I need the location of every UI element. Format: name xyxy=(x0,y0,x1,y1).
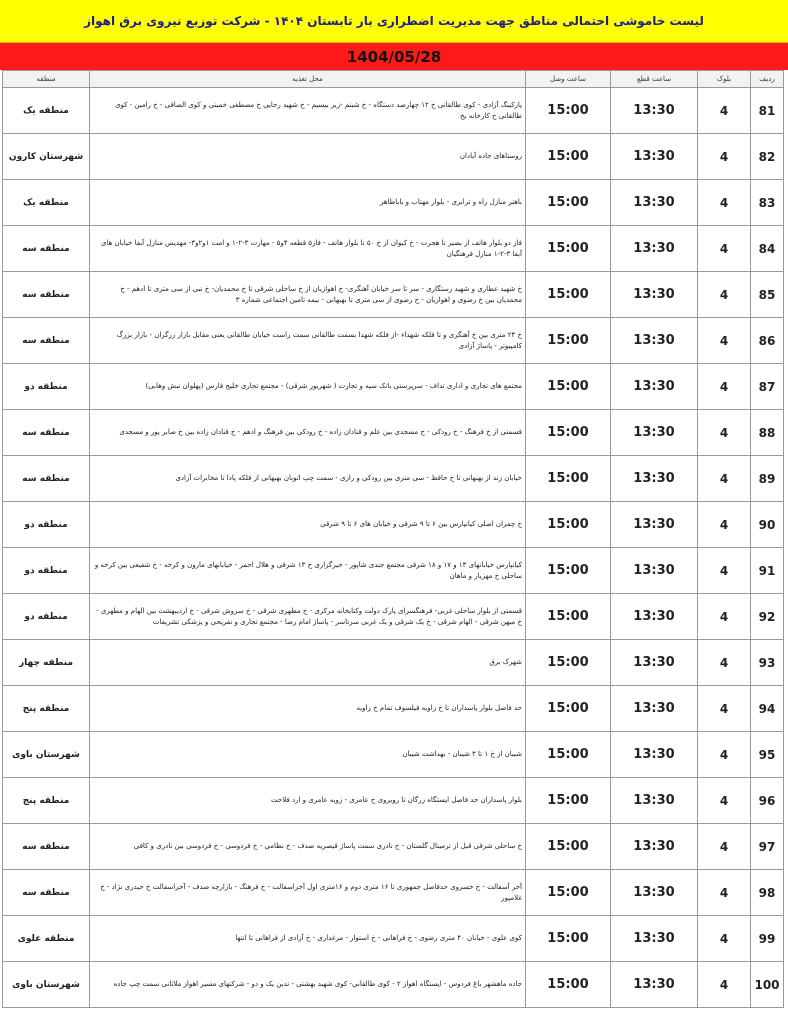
table-row xyxy=(3,502,784,548)
connect-time: 15:00 xyxy=(526,180,611,226)
block-number: 4 xyxy=(698,686,751,732)
area-name: منطقه سه xyxy=(3,824,90,870)
area-name: منطقه دو xyxy=(3,364,90,410)
cut-time: 13:30 xyxy=(611,134,698,180)
block-number: 4 xyxy=(698,134,751,180)
area-name: شهرستان باوی xyxy=(3,732,90,778)
row-number: 90 xyxy=(751,502,784,548)
block-number: 4 xyxy=(698,226,751,272)
header-connect-time: ساعت وصل xyxy=(526,71,611,88)
row-number: 82 xyxy=(751,134,784,180)
feeder-location: باهنر منازل راه و ترابری - بلوار مهتاب و باباطاهر xyxy=(90,180,526,226)
table-row xyxy=(3,732,784,778)
cut-time: 13:30 xyxy=(611,870,698,916)
cut-time: 13:30 xyxy=(611,824,698,870)
connect-time: 15:00 xyxy=(526,456,611,502)
area-name: منطقه یک xyxy=(3,88,90,134)
row-number: 99 xyxy=(751,916,784,962)
cut-time: 13:30 xyxy=(611,916,698,962)
block-number: 4 xyxy=(698,916,751,962)
cut-time: 13:30 xyxy=(611,272,698,318)
feeder-location: خیابان زند از بهبهانی تا خ حافظ - سی متری بین رودکی و رازی - سمت چپ اتوبان بهبهانی از فلکه پادا تا مخابرات آزادی xyxy=(90,456,526,502)
block-number: 4 xyxy=(698,640,751,686)
cut-time: 13:30 xyxy=(611,962,698,1008)
area-name: منطقه سه xyxy=(3,226,90,272)
block-number: 4 xyxy=(698,870,751,916)
table-row xyxy=(3,778,784,824)
cut-time: 13:30 xyxy=(611,778,698,824)
row-number: 97 xyxy=(751,824,784,870)
feeder-location: پارکینگ آزادی - کوی طالقانی خ ۱۲ چهارصد دستگاه - خ شبنم -زیر بیسیم - خ شهید رجایی خ مصطفی خمینی و کوی الصاقی - خ رامین - کوی طالقانی خ کارخانه یخ xyxy=(90,88,526,134)
area-name: منطقه دو xyxy=(3,594,90,640)
header-block: بلوک xyxy=(698,71,751,88)
cut-time: 13:30 xyxy=(611,226,698,272)
feeder-location: قسمتی از خ فرهنگ - خ رودکی - خ مسجدی بین علم و قنادان زاده - خ رودکی بین فرهنگ و ادهم - خ قنادان زاده بین خ صابر پور و مسجدی xyxy=(90,410,526,456)
feeder-location: بلوار پاسداران حد فاصل ایستگاه زرگان تا روبروی خ عامری - زویه عامری و ارد فلاحت xyxy=(90,778,526,824)
connect-time: 15:00 xyxy=(526,962,611,1008)
row-number: 95 xyxy=(751,732,784,778)
cut-time: 13:30 xyxy=(611,364,698,410)
block-number: 4 xyxy=(698,732,751,778)
cut-time: 13:30 xyxy=(611,640,698,686)
table-row xyxy=(3,640,784,686)
table-row xyxy=(3,870,784,916)
area-name: شهرستان باوی xyxy=(3,962,90,1008)
feeder-location: شیبان از خ ۱ تا ۳ شیبان - بهداشت شیبان xyxy=(90,732,526,778)
area-name: شهرستان کارون xyxy=(3,134,90,180)
feeder-location: فاز دو بلوار هاتف از بصیر تا هجرت - خ کیوان از خ ۵۰ تا بلوار هاتف - فاز۵ قطعه ۴و۵ - مهارت ۳-۲-۱ و امت ۱و۲و۳- مهدیس منازل آبفا خیابان های آبفا ۳-۲-۱ منازل فرهنگیان xyxy=(90,226,526,272)
block-number: 4 xyxy=(698,548,751,594)
connect-time: 15:00 xyxy=(526,686,611,732)
connect-time: 15:00 xyxy=(526,548,611,594)
row-number: 92 xyxy=(751,594,784,640)
block-number: 4 xyxy=(698,318,751,364)
area-name: منطقه سه xyxy=(3,410,90,456)
cut-time: 13:30 xyxy=(611,410,698,456)
connect-time: 15:00 xyxy=(526,226,611,272)
cut-time: 13:30 xyxy=(611,502,698,548)
header-area: منطقه xyxy=(3,71,90,88)
feeder-location: خ چمران اصلی کیانپارس بین ۶ تا ۹ شرقی و خیابان های ۶ تا ۹ شرقی xyxy=(90,502,526,548)
area-name: منطقه سه xyxy=(3,318,90,364)
area-name: منطقه سه xyxy=(3,456,90,502)
row-number: 100 xyxy=(751,962,784,1008)
table-header-row xyxy=(3,71,784,88)
feeder-location: آخر آسفالت - خ خسروی حدفاصل جمهوری تا ۱۶ متری دوم و ۱۶متری اول آخراسفالت - خ فرهنگ - بازارچه صدف - آخراسفالت خ حیدری نژاد - خ غلامپور xyxy=(90,870,526,916)
feeder-location: جاده ماهشهر باغ فردوس - ایستگاه اهواز ۲ - کوی طالقانی- کوی شهید بهشتی - تدین یک و دو - شرکتهای مسیر اهواز ملاثانی سمت چپ جاده xyxy=(90,962,526,1008)
row-number: 91 xyxy=(751,548,784,594)
feeder-location: خ ۲۴ متری بین خ آهنگری و تا فلکه شهداء -از فلکه شهدا بسمت طالقانی سمت راست خیابان طالقانی یعنی مقابل بازار زرگران - بازار بزرگ کامپیوتر - پاساژ آزادی xyxy=(90,318,526,364)
connect-time: 15:00 xyxy=(526,410,611,456)
area-name: منطقه علوی xyxy=(3,916,90,962)
table-row xyxy=(3,226,784,272)
table-row xyxy=(3,364,784,410)
feeder-location: شهرک برق xyxy=(90,640,526,686)
connect-time: 15:00 xyxy=(526,502,611,548)
row-number: 87 xyxy=(751,364,784,410)
area-name: منطقه سه xyxy=(3,870,90,916)
block-number: 4 xyxy=(698,272,751,318)
cut-time: 13:30 xyxy=(611,456,698,502)
block-number: 4 xyxy=(698,778,751,824)
row-number: 98 xyxy=(751,870,784,916)
block-number: 4 xyxy=(698,88,751,134)
feeder-location: مجتمع های تجاری و اداری تداف - سرپرستی بانک سپه و تجارت ( شهریور شرقی) - مجتمع تجاری خلیج فارس (پهلوان نبش وهابی) xyxy=(90,364,526,410)
feeder-location: خ شهید عطاری و شهید رستگاری - سر تا سر خیابان آهنگری- خ اهوازیان از خ ساحلی شرقی تا خ محمدیان- خ نبی از سی متری تا ادهم - خ محمدیان بین خ رضوی و اهوازیان - خ رضوی از سی متری تا بهبهانی - بیمه تامین اجتماعی شماره ۳ xyxy=(90,272,526,318)
document-date: 1404/05/28 xyxy=(0,43,788,70)
table-row xyxy=(3,272,784,318)
row-number: 86 xyxy=(751,318,784,364)
block-number: 4 xyxy=(698,180,751,226)
connect-time: 15:00 xyxy=(526,824,611,870)
row-number: 93 xyxy=(751,640,784,686)
block-number: 4 xyxy=(698,824,751,870)
block-number: 4 xyxy=(698,594,751,640)
connect-time: 15:00 xyxy=(526,318,611,364)
block-number: 4 xyxy=(698,962,751,1008)
header-row-number: ردیف xyxy=(751,71,784,88)
row-number: 94 xyxy=(751,686,784,732)
table-row xyxy=(3,962,784,1008)
connect-time: 15:00 xyxy=(526,778,611,824)
connect-time: 15:00 xyxy=(526,134,611,180)
table-row xyxy=(3,410,784,456)
table-row xyxy=(3,686,784,732)
table-row xyxy=(3,134,784,180)
area-name: منطقه سه xyxy=(3,272,90,318)
cut-time: 13:30 xyxy=(611,732,698,778)
block-number: 4 xyxy=(698,456,751,502)
block-number: 4 xyxy=(698,364,751,410)
table-row xyxy=(3,88,784,134)
block-number: 4 xyxy=(698,410,751,456)
area-name: منطقه چهار xyxy=(3,640,90,686)
area-name: منطقه یک xyxy=(3,180,90,226)
area-name: منطقه پنج xyxy=(3,778,90,824)
header-cut-time: ساعت قطع xyxy=(611,71,698,88)
document-title: لیست خاموشی احتمالی مناطق جهت مدیریت اضطراری بار تابستان ۱۴۰۴ - شرکت توزیع نیروی برق اهواز xyxy=(0,0,788,43)
row-number: 96 xyxy=(751,778,784,824)
area-name: منطقه دو xyxy=(3,548,90,594)
table-row xyxy=(3,916,784,962)
table-row xyxy=(3,456,784,502)
connect-time: 15:00 xyxy=(526,364,611,410)
block-number: 4 xyxy=(698,502,751,548)
connect-time: 15:00 xyxy=(526,594,611,640)
header-location: محل تغذیه xyxy=(90,71,526,88)
table-row xyxy=(3,318,784,364)
cut-time: 13:30 xyxy=(611,594,698,640)
cut-time: 13:30 xyxy=(611,88,698,134)
table-row xyxy=(3,824,784,870)
connect-time: 15:00 xyxy=(526,732,611,778)
table-row xyxy=(3,180,784,226)
feeder-location: کوی علوی - خیابان ۴۰ متری رضوی - خ فراهانی - خ استوار - مرغداری - خ آزادی از فراهانی تا انتها xyxy=(90,916,526,962)
feeder-location: حد فاصل بلوار پاسداران تا خ زاویه فیلسوف تمام خ زاویه xyxy=(90,686,526,732)
feeder-location: کیانپارس خیابانهای ۱۳ و ۱۷ و ۱۸ شرقی مجتمع جندی شاپور - خیرگزاری خ ۱۳ شرقی و هلال احمر - خیابانهای مارون و کرخه - خ شفیعی بین کرخه و ساحلی خ مهزیار و ماهان xyxy=(90,548,526,594)
connect-time: 15:00 xyxy=(526,870,611,916)
area-name: منطقه دو xyxy=(3,502,90,548)
row-number: 85 xyxy=(751,272,784,318)
connect-time: 15:00 xyxy=(526,640,611,686)
cut-time: 13:30 xyxy=(611,548,698,594)
connect-time: 15:00 xyxy=(526,916,611,962)
row-number: 81 xyxy=(751,88,784,134)
row-number: 88 xyxy=(751,410,784,456)
connect-time: 15:00 xyxy=(526,88,611,134)
feeder-location: خ ساحلی شرقی قبل از ترمینال گلستان - خ نادری سمت پاساژ قیصریه صدف - خ نظامی - خ فردوسی - خ فردوسی بین نادری و کافی xyxy=(90,824,526,870)
row-number: 89 xyxy=(751,456,784,502)
cut-time: 13:30 xyxy=(611,180,698,226)
connect-time: 15:00 xyxy=(526,272,611,318)
area-name: منطقه پنج xyxy=(3,686,90,732)
feeder-location: قسمتی از بلوار ساحلی غربی- فرهنگسرای پارک دولت وکتابخانه مرکزی - خ مطهری شرقی - خ سروش شرقی - خ اردیبهشت بین الهام و مطهری - خ میهن شرقی - الهام شرقی - خ یک شرقی و یک غربی سرتاسر - پاساژ امام رضا - مجتمع تجاری و تفریحی و پزشکی تشریفات xyxy=(90,594,526,640)
table-row xyxy=(3,548,784,594)
outage-table xyxy=(2,70,784,1008)
feeder-location: روستاهای جاده آبادان xyxy=(90,134,526,180)
cut-time: 13:30 xyxy=(611,318,698,364)
row-number: 83 xyxy=(751,180,784,226)
cut-time: 13:30 xyxy=(611,686,698,732)
row-number: 84 xyxy=(751,226,784,272)
table-row xyxy=(3,594,784,640)
